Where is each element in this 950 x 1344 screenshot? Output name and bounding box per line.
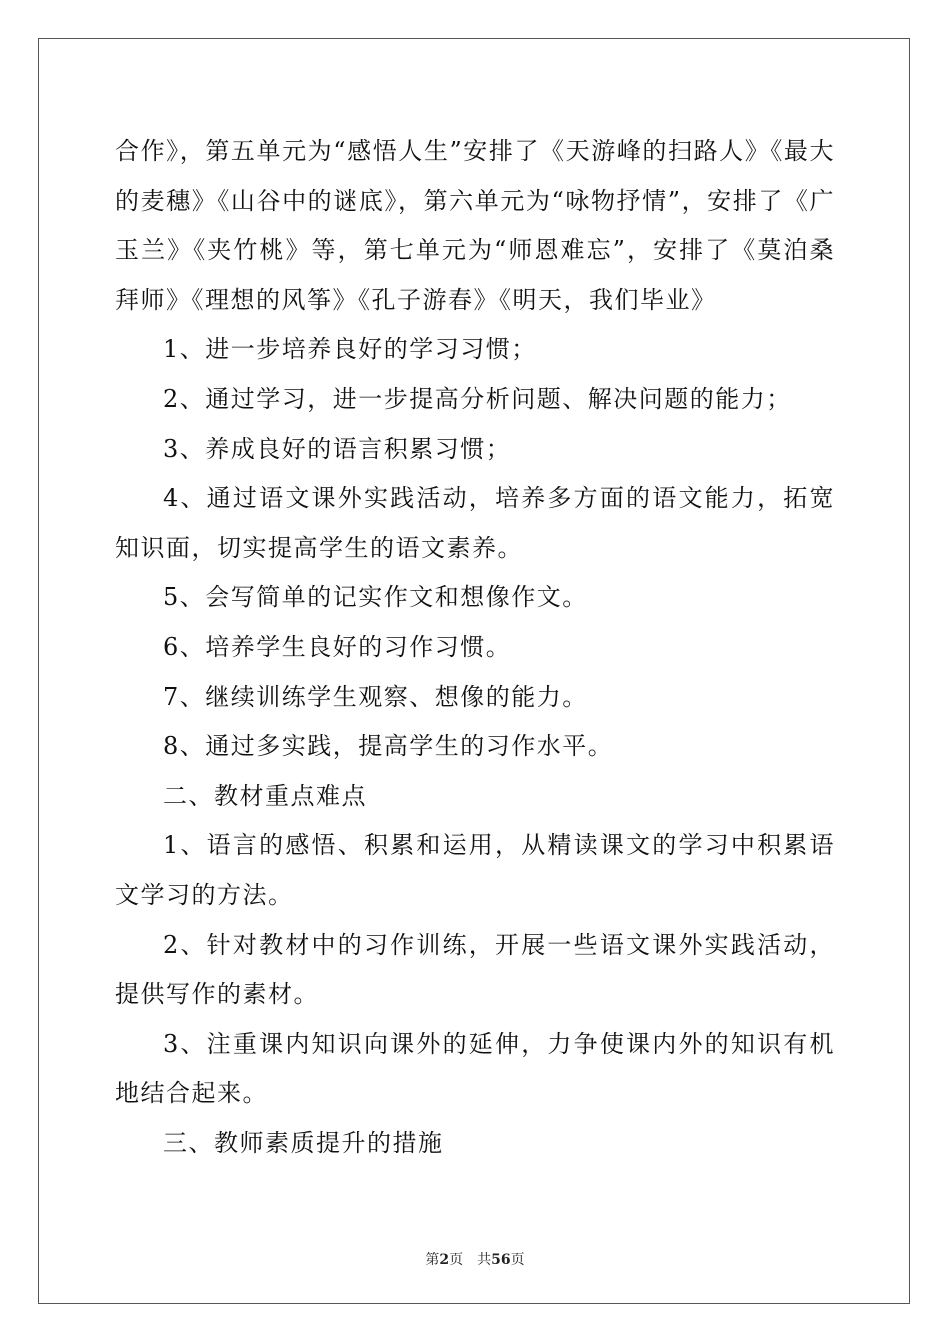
paragraph-12: 2、针对教材中的习作训练，开展一些语文课外实践活动，提供写作的素材。 bbox=[115, 930, 835, 1009]
document-body bbox=[115, 127, 835, 1168]
paragraph-13: 3、注重课内知识向课外的延伸，力争使课内外的知识有机地结合起来。 bbox=[115, 1029, 835, 1108]
paragraph-6: 5、会写简单的记实作文和想像作文。 bbox=[163, 583, 588, 612]
footer-total-pages: 56 bbox=[491, 1252, 511, 1268]
paragraph-11: 1、语言的感悟、积累和运用，从精读课文的学习中积累语文学习的方法。 bbox=[115, 831, 835, 909]
footer-total-prefix: 共 bbox=[477, 1252, 492, 1268]
paragraph-8: 7、继续训练学生观察、想像的能力。 bbox=[163, 682, 588, 711]
paragraph-7: 6、培养学生良好的习作习惯。 bbox=[163, 632, 512, 661]
footer-page-suffix: 页 bbox=[449, 1252, 464, 1268]
section-heading-2: 二、教材重点难点 bbox=[163, 781, 367, 810]
section-heading-3: 三、教师素质提升的措施 bbox=[163, 1128, 444, 1157]
page-footer bbox=[0, 1249, 950, 1269]
paragraph-9: 8、通过多实践，提高学生的习作水平。 bbox=[163, 732, 614, 761]
footer-page-number: 2 bbox=[439, 1252, 450, 1268]
paragraph-2: 1、进一步培养良好的学习习惯； bbox=[163, 335, 537, 364]
paragraph-5: 4、通过语文课外实践活动，培养多方面的语文能力，拓宽知识面，切实提高学生的语文素养。 bbox=[115, 484, 835, 562]
paragraph-4: 3、养成良好的语言积累习惯； bbox=[163, 434, 512, 463]
paragraph-3: 2、通过学习，进一步提高分析问题、解决问题的能力； bbox=[163, 384, 792, 413]
footer-total-suffix: 页 bbox=[510, 1252, 525, 1268]
paragraph-1: 合作》，第五单元为“感悟人生”安排了《天游峰的扫路人》《最大的麦穗》《山谷中的谜底》，第六单元为“咏物抒情”，安排了《广玉兰》《夹竹桃》等，第七单元为“师恩难忘”，安排了《莫泊桑拜师》《理想的风筝》《孔子游春》《明天，我们毕业》 bbox=[115, 137, 835, 314]
footer-page-prefix: 第 bbox=[425, 1252, 440, 1268]
